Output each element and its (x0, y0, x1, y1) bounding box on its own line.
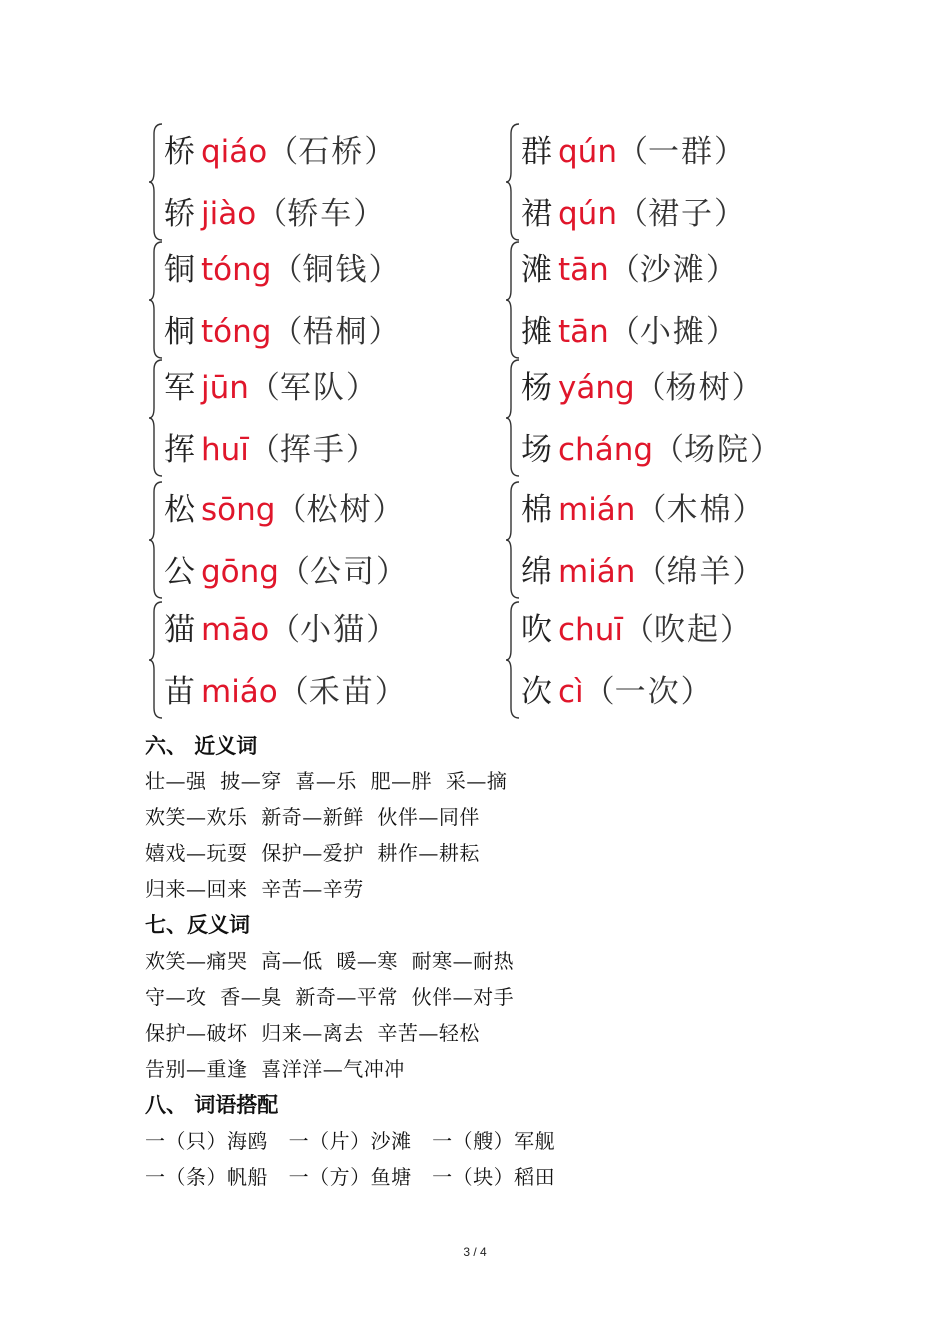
char-pinyin-line (521, 422, 781, 478)
example-word: 裙子 (647, 196, 714, 232)
close-paren: ） (705, 314, 737, 350)
open-paren: （ (277, 674, 309, 710)
pinyin: qún (558, 196, 617, 232)
brace-icon (148, 598, 164, 722)
open-paren: （ (275, 492, 307, 528)
text-line: 嬉戏—玩耍 保护—爱护 耕作—耕耘 (145, 841, 480, 865)
character: 场 (521, 432, 552, 468)
pinyin: tān (558, 314, 609, 350)
character: 桥 (164, 134, 195, 170)
close-paren: ） (719, 612, 751, 648)
pinyin: qún (558, 134, 617, 170)
pinyin: tóng (201, 252, 272, 288)
brace-icon (148, 238, 164, 362)
close-paren: ） (368, 252, 400, 288)
close-paren: ） (680, 674, 712, 710)
brace-icon (148, 356, 164, 480)
text-line: 守—攻 香—臭 新奇—平常 伙伴—对手 (145, 985, 515, 1009)
example-word: 禾苗 (308, 674, 375, 710)
character: 次 (521, 674, 552, 710)
text-line: 壮—强 披—穿 喜—乐 肥—胖 采—摘 (145, 769, 508, 793)
pinyin: huī (201, 432, 249, 468)
close-paren: ） (368, 314, 400, 350)
open-paren: （ (634, 370, 666, 406)
brace-icon (505, 356, 521, 480)
open-paren: （ (269, 612, 301, 648)
char-pinyin-line (521, 544, 763, 600)
pinyin: sōng (201, 492, 276, 528)
example-word: 铜钱 (302, 252, 369, 288)
char-pair (148, 482, 478, 602)
char-pair (148, 124, 478, 244)
char-pair (148, 360, 478, 480)
char-pinyin-line (521, 602, 751, 658)
close-paren: ） (364, 134, 396, 170)
example-word: 军队 (279, 370, 346, 406)
example-word: 小猫 (300, 612, 367, 648)
open-paren: （ (616, 134, 648, 170)
char-pinyin-line (521, 124, 745, 180)
example-word: 木棉 (666, 492, 733, 528)
close-paren: ） (705, 252, 737, 288)
char-pinyin-line (521, 186, 745, 242)
brace-icon (148, 478, 164, 602)
open-paren: （ (248, 432, 280, 468)
pinyin: jiào (201, 196, 257, 232)
example-word: 场院 (684, 432, 751, 468)
pinyin: chuī (558, 612, 623, 648)
close-paren: ） (366, 612, 398, 648)
char-pinyin-line (521, 664, 712, 720)
text-line: 一（条）帆船 一（方）鱼塘 一（块）稻田 (145, 1165, 556, 1189)
char-pinyin-line (164, 544, 407, 600)
example-word: 公司 (309, 554, 376, 590)
character: 群 (521, 134, 552, 170)
pinyin: cháng (558, 432, 654, 468)
char-pair (148, 602, 478, 722)
char-pinyin-line (164, 602, 397, 658)
brace-icon (505, 120, 521, 244)
character: 棉 (521, 492, 552, 528)
close-paren: ） (732, 492, 764, 528)
pinyin: qiáo (201, 134, 268, 170)
example-word: 小摊 (639, 314, 706, 350)
example-word: 挥手 (279, 432, 346, 468)
text-line: 保护—破坏 归来—离去 辛苦—轻松 (145, 1021, 480, 1045)
char-pinyin-line (164, 304, 399, 360)
character: 桐 (164, 314, 195, 350)
section-seven-title: 七、反义词 (145, 913, 250, 937)
char-pinyin-line (521, 242, 737, 298)
section-six-title: 六、 近义词 (145, 734, 258, 758)
character: 公 (164, 554, 195, 590)
example-word: 沙滩 (639, 252, 706, 288)
close-paren: ） (750, 432, 782, 468)
page-number: 3 / 4 (463, 1245, 487, 1259)
open-paren: （ (653, 432, 685, 468)
open-paren: （ (278, 554, 310, 590)
char-pinyin-line (164, 124, 395, 180)
close-paren: ） (353, 196, 385, 232)
example-word: 石桥 (298, 134, 365, 170)
close-paren: ） (345, 432, 377, 468)
character: 苗 (164, 674, 195, 710)
text-line: 归来—回来 辛苦—辛劳 (145, 877, 364, 901)
char-pinyin-line (164, 186, 384, 242)
char-pair (505, 124, 835, 244)
open-paren: （ (271, 252, 303, 288)
pinyin: yáng (558, 370, 635, 406)
character: 铜 (164, 252, 195, 288)
section-eight-title: 八、 词语搭配 (145, 1093, 279, 1117)
open-paren: （ (248, 370, 280, 406)
char-pair (505, 482, 835, 602)
text-line: 告别—重逢 喜洋洋—气冲冲 (145, 1057, 405, 1081)
character: 轿 (164, 196, 195, 232)
character: 滩 (521, 252, 552, 288)
pinyin: cì (558, 674, 584, 710)
char-pair (148, 242, 478, 362)
character: 挥 (164, 432, 195, 468)
char-pinyin-line (164, 242, 399, 298)
char-pinyin-line (164, 360, 377, 416)
open-paren: （ (608, 252, 640, 288)
open-paren: （ (608, 314, 640, 350)
example-word: 松树 (306, 492, 373, 528)
char-pinyin-line (164, 664, 406, 720)
open-paren: （ (622, 612, 654, 648)
char-pair (505, 602, 835, 722)
example-word: 轿车 (287, 196, 354, 232)
open-paren: （ (267, 134, 299, 170)
example-word: 一群 (647, 134, 714, 170)
char-pinyin-line (521, 304, 737, 360)
char-pair (505, 242, 835, 362)
close-paren: ） (732, 554, 764, 590)
pinyin: gōng (201, 554, 279, 590)
pinyin: tóng (201, 314, 272, 350)
char-pinyin-line (521, 482, 763, 538)
open-paren: （ (635, 492, 667, 528)
open-paren: （ (635, 554, 667, 590)
open-paren: （ (271, 314, 303, 350)
example-word: 梧桐 (302, 314, 369, 350)
pinyin: miáo (201, 674, 278, 710)
pinyin: mián (558, 554, 636, 590)
brace-icon (505, 478, 521, 602)
char-pinyin-line (164, 482, 403, 538)
character: 猫 (164, 612, 195, 648)
character: 摊 (521, 314, 552, 350)
open-paren: （ (256, 196, 288, 232)
pinyin: mián (558, 492, 636, 528)
close-paren: ） (345, 370, 377, 406)
close-paren: ） (713, 196, 745, 232)
close-paren: ） (713, 134, 745, 170)
text-line: 一（只）海鸥 一（片）沙滩 一（艘）军舰 (145, 1129, 556, 1153)
example-word: 绵羊 (666, 554, 733, 590)
close-paren: ） (375, 554, 407, 590)
character: 松 (164, 492, 195, 528)
close-paren: ） (731, 370, 763, 406)
text-line: 欢笑—欢乐 新奇—新鲜 伙伴—同伴 (145, 805, 480, 829)
text-line: 欢笑—痛哭 高—低 暖—寒 耐寒—耐热 (145, 949, 515, 973)
brace-icon (505, 598, 521, 722)
character: 裙 (521, 196, 552, 232)
character: 吹 (521, 612, 552, 648)
close-paren: ） (374, 674, 406, 710)
open-paren: （ (616, 196, 648, 232)
example-word: 杨树 (665, 370, 732, 406)
char-pair (505, 360, 835, 480)
brace-icon (148, 120, 164, 244)
char-pinyin-line (164, 422, 377, 478)
pinyin: tān (558, 252, 609, 288)
character: 军 (164, 370, 195, 406)
brace-icon (505, 238, 521, 362)
open-paren: （ (583, 674, 615, 710)
pinyin: jūn (201, 370, 249, 406)
close-paren: ） (372, 492, 404, 528)
example-word: 吹起 (653, 612, 720, 648)
character: 杨 (521, 370, 552, 406)
char-pinyin-line (521, 360, 763, 416)
pinyin: māo (201, 612, 270, 648)
example-word: 一次 (614, 674, 681, 710)
character: 绵 (521, 554, 552, 590)
